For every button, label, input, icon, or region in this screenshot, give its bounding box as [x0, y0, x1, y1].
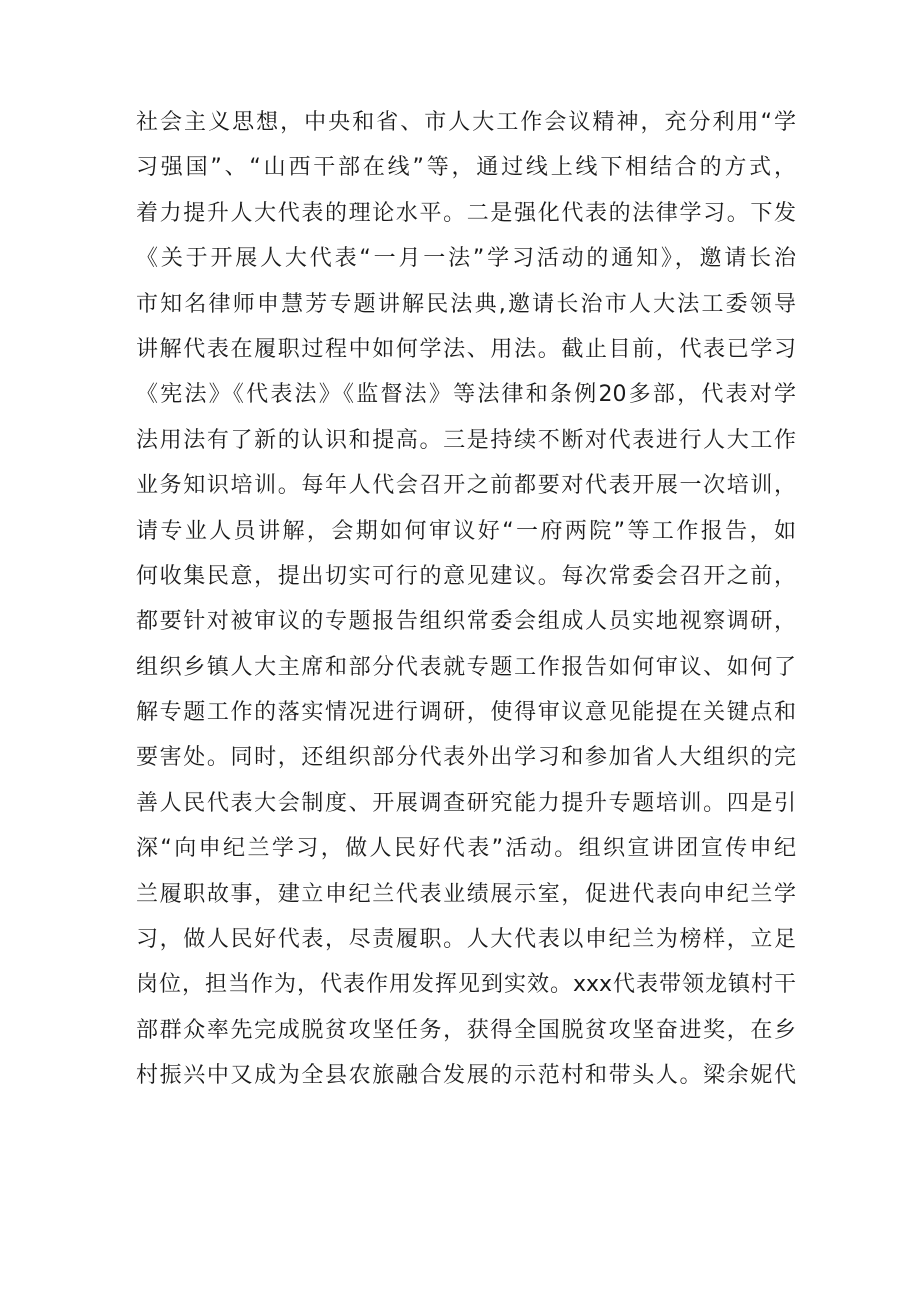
text-line: 法用法有了新的认识和提高。三是持续不断对代表进行人大工作: [136, 427, 796, 453]
text-line: 习，做人民好代表，尽责履职。人大代表以申纪兰为榜样，立足: [136, 927, 796, 953]
text-line: 善人民代表大会制度、开展调查研究能力提升专题培训。四是引: [136, 790, 796, 816]
text-line: 讲解代表在履职过程中如何学法、用法。截止目前，代表已学习: [136, 336, 796, 362]
text-line: 组织乡镇人大主席和部分代表就专题工作报告如何审议、如何了: [136, 654, 796, 680]
text-line: 岗位，担当作为，代表作用发挥见到实效。xxx代表带领龙镇村干: [136, 972, 796, 998]
text-line: 解专题工作的落实情况进行调研，使得审议意见能提在关键点和: [136, 700, 796, 726]
text-line: 部群众率先完成脱贫攻坚任务，获得全国脱贫攻坚奋进奖，在乡: [136, 1017, 796, 1043]
text-line: 深“向申纪兰学习，做人民好代表”活动。组织宣讲团宣传申纪: [136, 836, 796, 862]
text-line: 村振兴中又成为全县农旅融合发展的示范村和带头人。梁余妮代: [136, 1063, 796, 1089]
text-line: 业务知识培训。每年人代会召开之前都要对代表开展一次培训，: [136, 473, 796, 499]
text-line: 何收集民意，提出切实可行的意见建议。每次常委会召开之前，: [136, 563, 796, 589]
text-line: 市知名律师申慧芳专题讲解民法典,邀请长治市人大法工委领导: [136, 291, 796, 317]
text-line: 《宪法》《代表法》《监督法》等法律和条例20多部，代表对学: [136, 382, 796, 408]
text-line: 请专业人员讲解，会期如何审议好“一府两院”等工作报告，如: [136, 518, 796, 544]
text-line: 习强国”、“山西干部在线”等，通过线上线下相结合的方式，: [136, 155, 796, 181]
text-line: 要害处。同时，还组织部分代表外出学习和参加省人大组织的完: [136, 745, 796, 771]
text-line: 着力提升人大代表的理论水平。二是强化代表的法律学习。下发: [136, 200, 796, 226]
body-text: [136, 100, 796, 1099]
text-line: 兰履职故事，建立申纪兰代表业绩展示室，促进代表向申纪兰学: [136, 881, 796, 907]
text-line: 《关于开展人大代表“一月一法”学习活动的通知》，邀请长治: [136, 246, 796, 272]
text-line: 都要针对被审议的专题报告组织常委会组成人员实地视察调研，: [136, 609, 796, 635]
text-line: 社会主义思想，中央和省、市人大工作会议精神，充分利用“学: [136, 110, 796, 135]
